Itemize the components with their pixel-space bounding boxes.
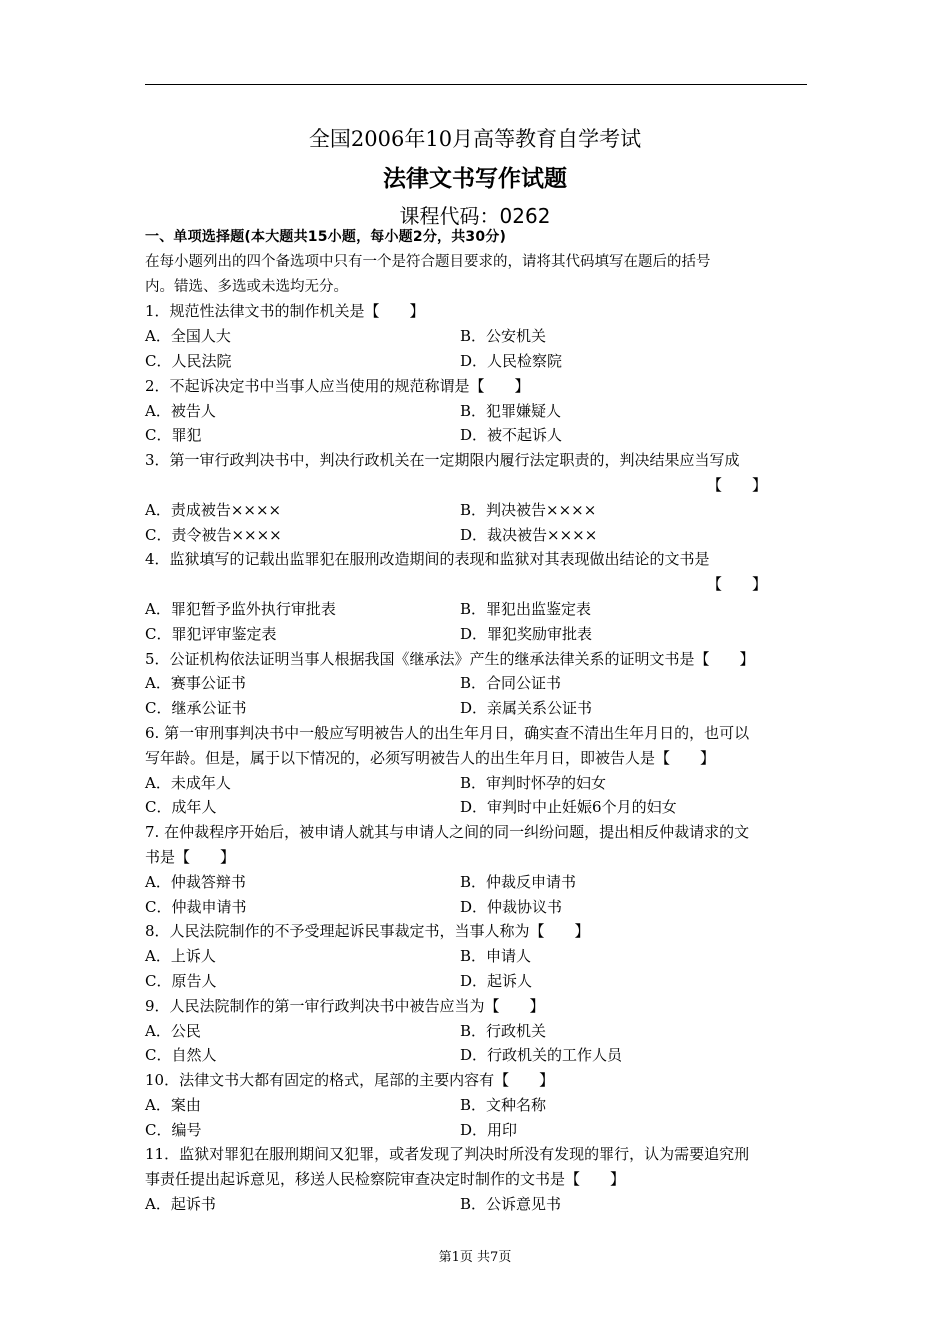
question-text: 5．公证机构依法证明当事人根据我国《继承法》产生的继承法律关系的证明文书是【 】 xyxy=(145,649,755,668)
option-d: D．起诉人 xyxy=(460,971,533,990)
option-row xyxy=(145,1019,807,1044)
option-row xyxy=(145,423,807,448)
question-text: 4．监狱填写的记载出监罪犯在服刑改造期间的表现和监狱对其表现做出结论的文书是 xyxy=(145,550,710,569)
option-d: D．裁决被告×××× xyxy=(460,525,598,544)
option-b: B．合同公证书 xyxy=(460,674,562,693)
option-row xyxy=(145,944,807,969)
option-row xyxy=(145,498,807,523)
option-row xyxy=(145,1192,807,1217)
option-a: A．罪犯暂予监外执行审批表 xyxy=(145,599,336,618)
option-c: C．编号 xyxy=(145,1120,202,1139)
question-text: 9．人民法院制作的第一审行政判决书中被告应当为【 】 xyxy=(145,996,545,1015)
option-a: A．仲裁答辩书 xyxy=(145,872,246,891)
option-b: B．公诉意见书 xyxy=(460,1195,562,1214)
option-row xyxy=(145,622,807,647)
option-d: D．用印 xyxy=(460,1120,518,1139)
page-number: 第1页 共7页 xyxy=(438,1250,512,1265)
option-a: A．全国人大 xyxy=(145,327,231,346)
option-d: D．行政机关的工作人员 xyxy=(460,1046,623,1065)
option-b: B．判决被告×××× xyxy=(460,500,597,519)
question-text: 1．规范性法律文书的制作机关是【 】 xyxy=(145,302,425,321)
option-c: C．罪犯 xyxy=(145,426,202,445)
option-c: C．责令被告×××× xyxy=(145,525,282,544)
option-c: C．自然人 xyxy=(145,1046,217,1065)
option-c: C．继承公证书 xyxy=(145,699,247,718)
option-b: B．犯罪嫌疑人 xyxy=(460,401,562,420)
option-row xyxy=(145,696,807,721)
option-b: B．文种名称 xyxy=(460,1095,547,1114)
instruction-line: 在每小题列出的四个备选项中只有一个是符合题目要求的，请将其代码填写在题后的括号 xyxy=(145,253,711,270)
option-d: D．人民检察院 xyxy=(460,351,563,370)
option-b: B．罪犯出监鉴定表 xyxy=(460,599,592,618)
paper-title: 法律文书写作试题 xyxy=(383,165,567,192)
option-row xyxy=(145,671,807,696)
option-d: D．被不起诉人 xyxy=(460,426,563,445)
option-c: C．原告人 xyxy=(145,971,217,990)
option-c: C．罪犯评审鉴定表 xyxy=(145,624,277,643)
exam-title: 全国2006年10月高等教育自学考试 xyxy=(308,127,642,151)
option-row xyxy=(145,969,807,994)
question-text: 7. 在仲裁程序开始后，被申请人就其与申请人之间的同一纠纷问题，提出相反仲裁请求的文 xyxy=(145,823,750,842)
question-text: 8．人民法院制作的不予受理起诉民事裁定书，当事人称为【 】 xyxy=(145,922,590,941)
option-row xyxy=(145,1043,807,1068)
option-row xyxy=(145,597,807,622)
answer-bracket: 【 】 xyxy=(706,575,767,594)
option-a: A．公民 xyxy=(145,1021,201,1040)
option-b: B．仲裁反申请书 xyxy=(460,872,577,891)
option-b: B．申请人 xyxy=(460,947,532,966)
option-a: A．责成被告×××× xyxy=(145,500,282,519)
question-body xyxy=(145,225,807,1217)
option-a: A．未成年人 xyxy=(145,773,231,792)
option-d: D．罪犯奖励审批表 xyxy=(460,624,593,643)
header-rule xyxy=(145,84,807,85)
question-text-cont: 书是【 】 xyxy=(145,847,236,866)
option-row xyxy=(145,1118,807,1143)
question-text: 11．监狱对罪犯在服刑期间又犯罪，或者发现了判决时所没有发现的罪行，认为需要追究刑 xyxy=(145,1145,750,1164)
option-row xyxy=(145,870,807,895)
option-row xyxy=(145,349,807,374)
instruction-line: 内。错选、多选或未选均无分。 xyxy=(145,278,348,295)
option-a: A．上诉人 xyxy=(145,947,216,966)
option-d: D．审判时中止妊娠6个月的妇女 xyxy=(460,798,677,817)
option-d: D．亲属关系公证书 xyxy=(460,699,593,718)
question-text: 10．法律文书大都有固定的格式，尾部的主要内容有【 】 xyxy=(145,1071,555,1090)
course-code: 课程代码：0262 xyxy=(399,204,551,228)
option-a: A．案由 xyxy=(145,1095,201,1114)
option-row xyxy=(145,399,807,424)
option-a: A．起诉书 xyxy=(145,1195,216,1214)
option-row xyxy=(145,324,807,349)
question-text: 2．不起诉决定书中当事人应当使用的规范称谓是【 】 xyxy=(145,376,530,395)
option-c: C．人民法院 xyxy=(145,351,232,370)
question-text-cont: 写年龄。但是，属于以下情况的，必须写明被告人的出生年月日，即被告人是【 】 xyxy=(145,748,716,767)
question-text: 6. 第一审刑事判决书中一般应写明被告人的出生年月日，确实查不清出生年月日的，也可以 xyxy=(145,723,750,742)
option-c: C．成年人 xyxy=(145,798,217,817)
section-heading: 一、单项选择题(本大题共15小题，每小题2分，共30分) xyxy=(145,229,507,245)
option-d: D．仲裁协议书 xyxy=(460,897,563,916)
option-row xyxy=(145,523,807,548)
option-c: C．仲裁申请书 xyxy=(145,897,247,916)
question-text-cont: 事责任提出起诉意见，移送人民检察院审查决定时制作的文书是【 】 xyxy=(145,1170,626,1189)
option-a: A．被告人 xyxy=(145,401,216,420)
option-row xyxy=(145,1093,807,1118)
answer-bracket: 【 】 xyxy=(706,475,767,494)
option-row xyxy=(145,771,807,796)
option-b: B．审判时怀孕的妇女 xyxy=(460,773,607,792)
question-text: 3．第一审行政判决书中，判决行政机关在一定期限内履行法定职责的，判决结果应当写成 xyxy=(145,451,740,470)
option-b: B．公安机关 xyxy=(460,327,547,346)
option-b: B．行政机关 xyxy=(460,1021,547,1040)
option-row xyxy=(145,895,807,920)
option-row xyxy=(145,795,807,820)
option-a: A．赛事公证书 xyxy=(145,674,246,693)
